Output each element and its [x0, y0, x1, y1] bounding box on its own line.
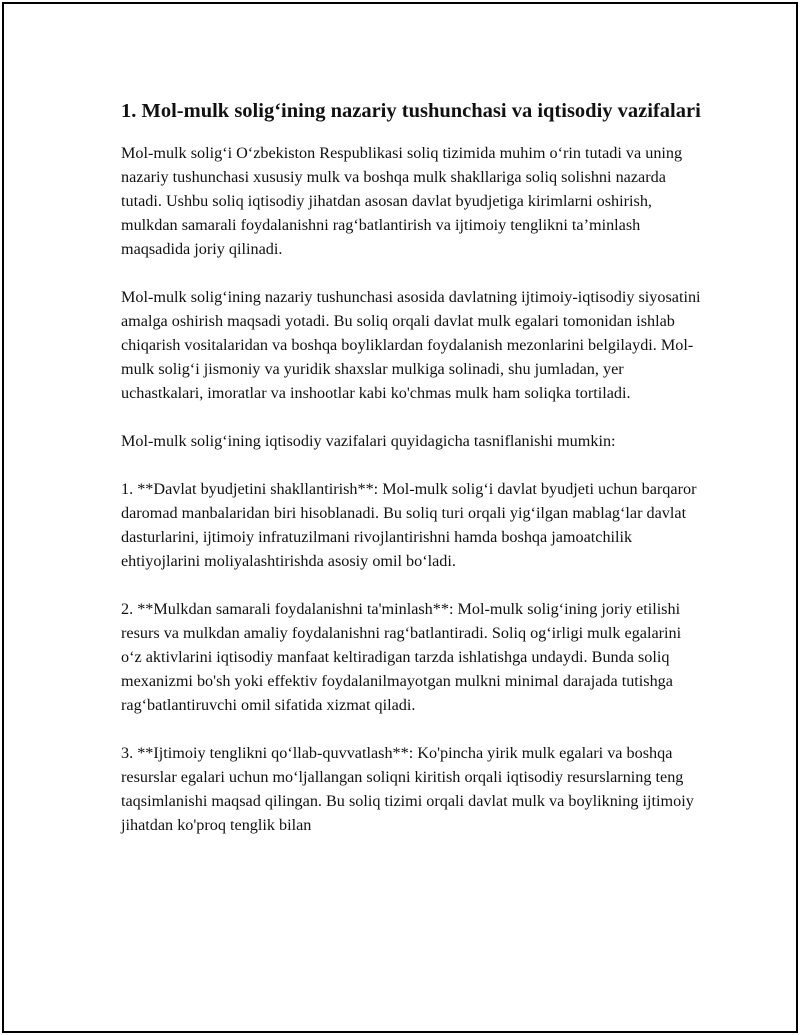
list-item-budget: 1. **Davlat byudjetini shakllantirish**: Mol-mulk solig‘i davlat byudjeti uchun barqaror daromad manbalaridan biri hisoblanadi. Bu soliq turi orqali yig‘ilgan mablag‘lar davlat dasturlarini, ijtimoiy infratuzilmani rivojlantirishni hamda boshqa jamoatchilik ehtiyojlarini moliyalashtirishda asosiy omil bo‘ladi.	[121, 480, 697, 570]
page-frame	[2, 2, 798, 1033]
list-item-social-equality: 3. **Ijtimoiy tenglikni qo‘llab-quvvatlash**: Ko'pincha yirik mulk egalari va boshqa resurslar egalari uchun mo‘ljallangan soliqni kiritish orqali iqtisodiy resurslarning teng taqsimlanishi maqsad qilingan. Bu soliq tizimi orqali davlat mulk va boylikning ijtimoiy jihatdan ko'proq tenglik bilan	[121, 744, 694, 834]
section-heading: 1. Mol-mulk solig‘ining nazariy tushunchasi va iqtisodiy vazifalari	[121, 100, 701, 122]
paragraph-theory: Mol-mulk solig‘ining nazariy tushunchasi asosida davlatning ijtimoiy-iqtisodiy siyosatini amalga oshirish maqsadi yotadi. Bu soliq orqali davlat mulk egalari tomonidan ishlab chiqarish vositalaridan va boshqa boyliklardan foydalanish mezonlarini belgilaydi. Mol-mulk solig‘i jismoniy va yuridik shaxslar mulkiga solinadi, shu jumladan, yer uchastkalari, imoratlar va inshootlar kabi ko'chmas mulk ham soliqka tortiladi.	[121, 288, 701, 402]
paragraph-functions-intro: Mol-mulk solig‘ining iqtisodiy vazifalari quyidagicha tasniflanishi mumkin:	[121, 432, 616, 450]
document-body	[121, 98, 701, 861]
paragraph-intro: Mol-mulk solig‘i O‘zbekiston Respublikasi soliq tizimida muhim o‘rin tutadi va uning nazariy tushunchasi xususiy mulk va boshqa mulk shakllariga soliq solishni nazarda tutadi. Ushbu soliq iqtisodiy jihatdan asosan davlat byudjetiga kirimlarni oshirish, mulkdan samarali foydalanishni rag‘batlantirish va ijtimoiy tenglikni ta’minlash maqsadida joriy qilinadi.	[121, 144, 683, 258]
list-item-efficient-use: 2. **Mulkdan samarali foydalanishni ta'minlash**: Mol-mulk solig‘ining joriy etilishi resurs va mulkdan amaliy foydalanishni rag‘batlantiradi. Soliq og‘irligi mulk egalarini o‘z aktivlarini iqtisodiy manfaat keltiradigan tarzda ishlatishga undaydi. Bunda soliq mexanizmi bo'sh yoki effektiv foydalanilmayotgan mulkni minimal darajada tutishga rag‘batlantiruvchi omil sifatida xizmat qiladi.	[121, 600, 682, 714]
